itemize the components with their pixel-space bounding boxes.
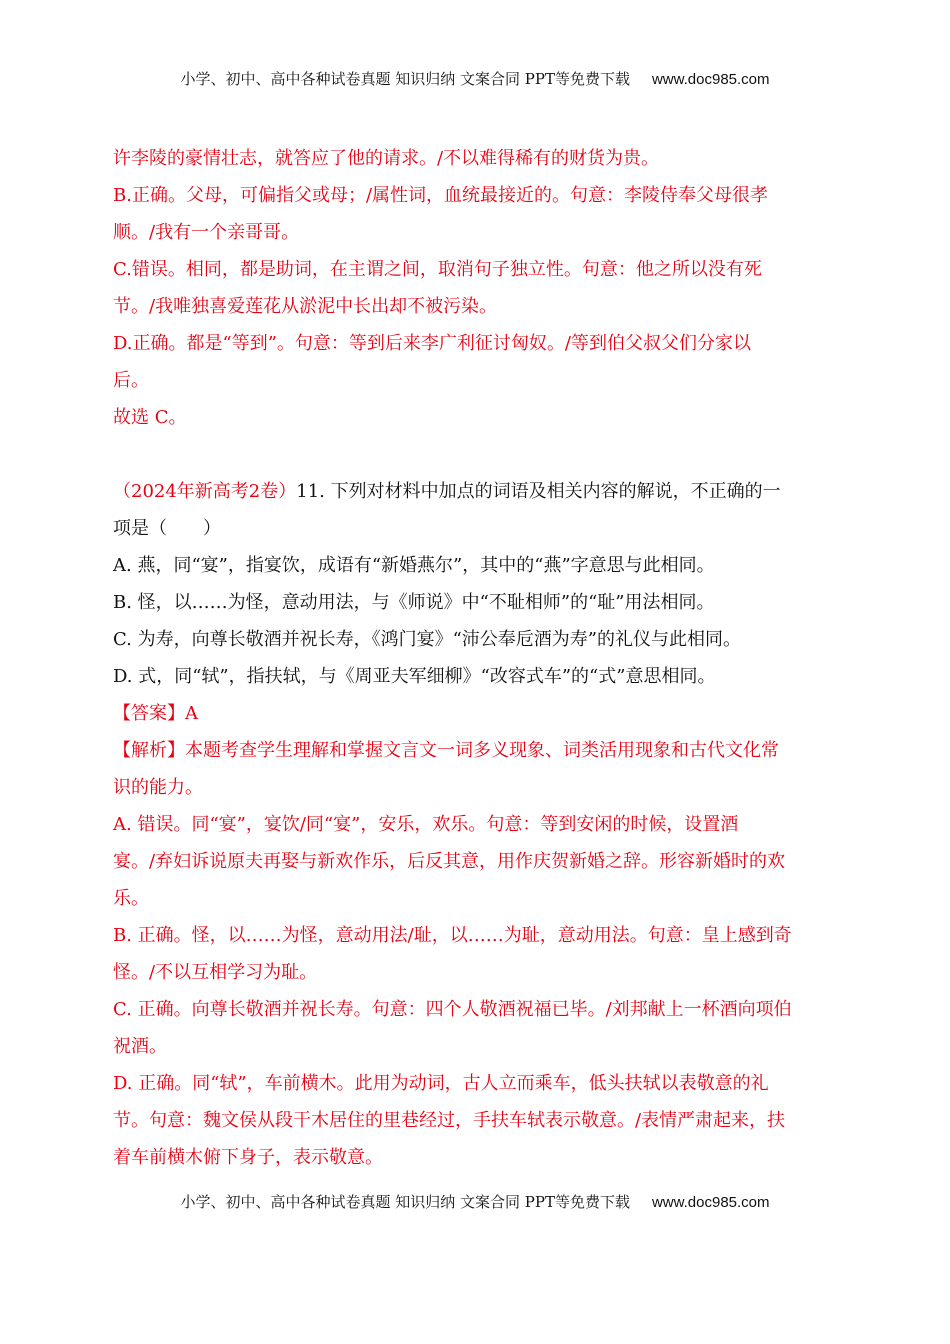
analysis-a-line-1: A. 错误。同“宴”，宴饮/同“宴”，安乐，欢乐。句意：等到安闲的时候，设置酒	[113, 814, 739, 835]
prev-text-line: 许李陵的豪情壮志，就答应了他的请求。/不以难得稀有的财货为贵。	[113, 148, 660, 169]
section-gap	[113, 436, 838, 473]
header-text: 小学、初中、高中各种试卷真题 知识归纳 文案合同 PPT等免费下载	[180, 70, 630, 88]
question-stem-line-2: 项是（ ）	[113, 518, 221, 539]
answer-label: 【答案】A	[113, 703, 198, 724]
analysis-c-line-1: C. 正确。向尊长敬酒并祝长寿。句意：四个人敬酒祝福已毕。/刘邦献上一杯酒向项伯	[113, 999, 792, 1020]
analysis-line-2: 识的能力。	[113, 777, 203, 798]
question-stem-line-1	[113, 473, 838, 510]
prev-option-c-line-2: 节。/我唯独喜爱莲花从淤泥中长出却不被污染。	[113, 296, 498, 317]
option-c: C. 为寿，向尊长敬酒并祝长寿，《鸿门宴》“沛公奉卮酒为寿”的礼仪与此相同。	[113, 629, 741, 650]
option-d: D. 式，同“轼”，指扶轼，与《周亚夫军细柳》“改容式车”的“式”意思相同。	[113, 666, 716, 687]
footer-text: 小学、初中、高中各种试卷真题 知识归纳 文案合同 PPT等免费下载	[180, 1193, 630, 1211]
analysis-c-line-2: 祝酒。	[113, 1036, 167, 1057]
option-a: A. 燕，同“宴”，指宴饮，成语有“新婚燕尔”，其中的“燕”字意思与此相同。	[113, 555, 715, 576]
analysis-d-line-2: 节。句意：魏文侯从段干木居住的里巷经过，手扶车轼表示敬意。/表情严肃起来，扶	[113, 1110, 786, 1131]
prev-option-d-line-1: D.正确。都是“等到”。句意：等到后来李广利征讨匈奴。/等到伯父叔父们分家以	[113, 333, 751, 354]
question-stem-text: 11. 下列对材料中加点的词语及相关内容的解说，不正确的一	[296, 481, 781, 502]
analysis-a-line-3: 乐。	[113, 888, 149, 909]
prev-option-b-line-2: 顺。/我有一个亲哥哥。	[113, 222, 300, 243]
analysis-line-1: 【解析】本题考查学生理解和掌握文言文一词多义现象、词类活用现象和古代文化常	[113, 740, 779, 761]
analysis-a-line-2: 宴。/弃妇诉说原夫再娶与新欢作乐，后反其意，用作庆贺新婚之辞。形容新婚时的欢	[113, 851, 786, 872]
prev-option-d-line-2: 后。	[113, 370, 149, 391]
analysis-b-line-1: B. 正确。怪，以……为怪，意动用法/耻，以……为耻，意动用法。句意：皇上感到奇	[113, 925, 792, 946]
footer-site-link[interactable]: www.doc985.com	[651, 1194, 770, 1211]
page-footer	[0, 1191, 950, 1212]
header-site-link[interactable]: www.doc985.com	[651, 71, 770, 88]
prev-option-b-line-1: B.正确。父母，可偏指父或母；/属性词，血统最接近的。句意：李陵侍奉父母很孝	[113, 185, 769, 206]
page-header	[0, 68, 950, 89]
analysis-d-line-3: 着车前横木俯下身子，表示敬意。	[113, 1147, 383, 1168]
option-b: B. 怪，以……为怪，意动用法，与《师说》中“不耻相师”的“耻”用法相同。	[113, 592, 715, 613]
analysis-b-line-2: 怪。/不以互相学习为耻。	[113, 962, 318, 983]
document-body	[113, 140, 838, 1176]
prev-option-c-line-1: C.错误。相同，都是助词，在主谓之间，取消句子独立性。句意：他之所以没有死	[113, 259, 762, 280]
analysis-d-line-1: D. 正确。同“轼”，车前横木。此用为动词，古人立而乘车，低头扶轼以表敬意的礼	[113, 1073, 769, 1094]
question-source: （2024年新高考2卷）	[113, 481, 297, 502]
prev-conclusion: 故选 C。	[113, 407, 187, 428]
